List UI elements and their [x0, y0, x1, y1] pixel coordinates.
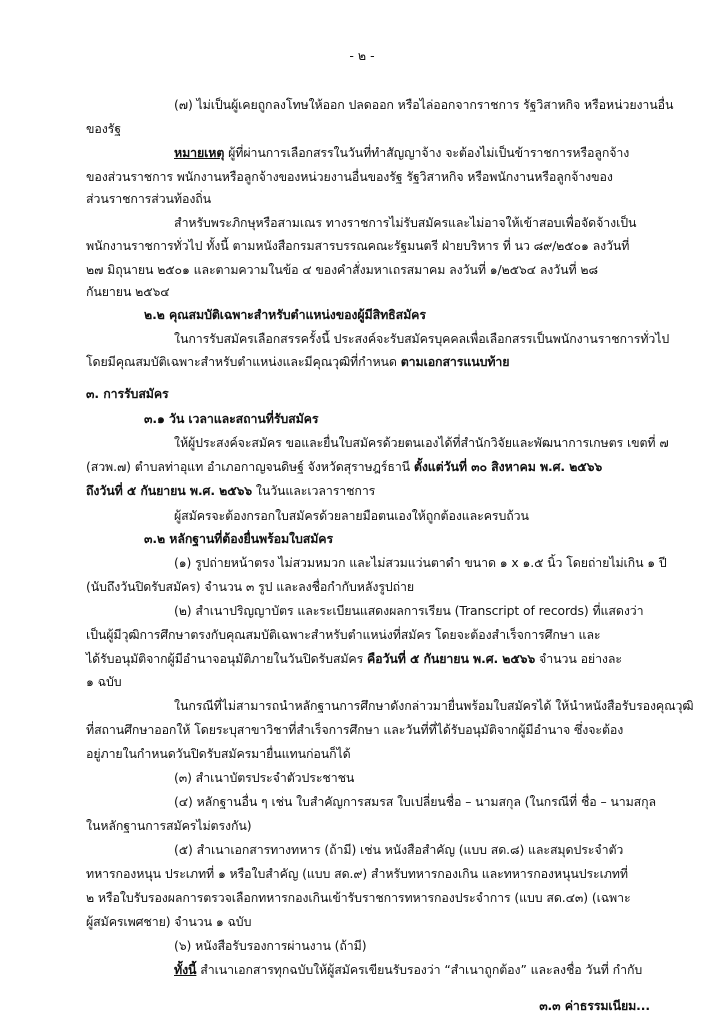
line-12-text: โดยมีคุณสมบัติเฉพาะสำหรับตำแหน่งและมีคุณวุฒิที่กำหนด [86, 354, 401, 369]
line-7: พนักงานราชการทั่วไป ทั้งนี้ ตามหนังสือกรมสารบรรณคณะรัฐมนตรี ฝ่ายบริหาร ที่ นว ๘๙/๒๕๐๑ ลงวันที่ [86, 238, 630, 253]
line-16-bold: ตั้งแต่วันที่ ๓๐ สิงหาคม พ.ศ. ๒๕๖๖ [413, 459, 603, 474]
line-17-bold: ถึงวันที่ ๕ กันยายน พ.ศ. ๒๕๖๖ [86, 483, 253, 498]
line-22: (๒) สำเนาปริญญาบัตร และระเบียนแสดงผลการเรียน (Transcript of records) ที่แสดงว่า [174, 603, 644, 618]
section-3-heading: ๓. การรับสมัคร [86, 386, 169, 401]
line-28: อยู่ภายในกำหนดวันปิดรับสมัครมายื่นแทนก่อนก็ได้ [86, 746, 351, 761]
line-36: (๖) หนังสือรับรองการผ่านงาน (ถ้ามี) [174, 938, 367, 953]
line-25: ๑ ฉบับ [86, 674, 122, 689]
line-12 [86, 353, 509, 371]
line-4: ของส่วนราชการ พนักงานหรือลูกจ้างของหน่วยงานอื่นของรัฐ รัฐวิสาหกิจ หรือพนักงานหรือลูกจ้างของ [86, 169, 613, 184]
section-3-1-heading: ๓.๑ วัน เวลาและสถานที่รับสมัคร [144, 411, 319, 426]
line-21: (นับถึงวันปิดรับสมัคร) จำนวน ๓ รูป และลงชื่อกำกับหลังรูปถ่าย [86, 579, 415, 594]
line-20: (๑) รูปถ่ายหน้าตรง ไม่สวมหมวก และไม่สวมแว่นตาดำ ขนาด ๑ x ๑.๕ นิ้ว โดยถ่ายไม่เกิน ๑ ปี [174, 555, 667, 570]
line-23: เป็นผู้มีวุฒิการศึกษาตรงกับคุณสมบัติเฉพาะสำหรับตำแหน่งที่สมัคร โดยจะต้องสำเร็จการศึกษา และ [86, 627, 601, 642]
line-9: กันยายน ๒๕๖๔ [86, 284, 170, 299]
line-12-bold: ตามเอกสารแนบท้าย [400, 354, 510, 369]
line-18: ผู้สมัครจะต้องกรอกใบสมัครด้วยลายมือตนเองให้ถูกต้องและครบถ้วน [174, 508, 529, 523]
note-text: ผู้ที่ผ่านการเลือกสรรในวันที่ทำสัญญาจ้าง จะต้องไม่เป็นข้าราชการหรือลูกจ้าง [224, 145, 630, 160]
line-34: ๒ หรือใบรับรองผลการตรวจเลือกทหารกองเกินเข้ารับราชการทหารกองประจำการ (แบบ สด.๔๓) (เฉพาะ [86, 890, 631, 905]
line-26: ในกรณีที่ไม่สามารถนำหลักฐานการศึกษาดังกล่าวมายื่นพร้อมใบสมัครได้ ให้นำหนังสือรับรองคุณวุฒิ [174, 698, 694, 713]
next-page-continuation: ๓.๓ ค่าธรรมเนียม... [539, 998, 650, 1013]
line-31: ในหลักฐานการสมัครไม่ตรงกัน) [86, 818, 252, 833]
line-24 [86, 650, 622, 668]
line-30: (๔) หลักฐานอื่น ๆ เช่น ใบสำคัญการสมรส ใบเปลี่ยนชื่อ – นามสกุล (ในกรณีที่ ชื่อ – นามสกุล [174, 794, 657, 809]
line-5: ส่วนราชการส่วนท้องถิ่น [86, 191, 212, 206]
line-8: ๒๗ มิถุนายน ๒๕๐๑ และตามความในข้อ ๔ ของคำสั่งมหาเถรสมาคม ลงวันที่ ๑/๒๕๖๔ ลงวันที่ ๒๘ [86, 262, 598, 277]
line-16 [86, 458, 602, 476]
section-3-2-heading: ๓.๒ หลักฐานที่ต้องยื่นพร้อมใบสมัคร [144, 531, 334, 546]
line-2: ของรัฐ [86, 121, 121, 136]
line-1: (๗) ไม่เป็นผู้เคยถูกลงโทษให้ออก ปลดออก หรือไล่ออกจากราชการ รัฐวิสาหกิจ หรือหน่วยงานอื่น [174, 97, 674, 112]
line-32: (๕) สำเนาเอกสารทางทหาร (ถ้ามี) เช่น หนังสือสำคัญ (แบบ สด.๘) และสมุดประจำตัว [174, 842, 624, 857]
line-11: ในการรับสมัครเลือกสรรครั้งนี้ ประสงค์จะรับสมัครบุคคลเพื่อเลือกสรรเป็นพนักงานราชการทั่วไป [174, 331, 670, 346]
line-6: สำหรับพระภิกษุหรือสามเณร ทางราชการไม่รับสมัครและไม่อาจให้เข้าสอบเพื่อจัดจ้างเป็น [174, 215, 637, 230]
line-15: ให้ผู้ประสงค์จะสมัคร ขอและยื่นใบสมัครด้วยตนเองได้ที่สำนักวิจัยและพัฒนาการเกษตร เขตที่ ๗ [174, 435, 669, 450]
line-24-bold: คือวันที่ ๕ กันยายน พ.ศ. ๒๕๖๖ [366, 651, 536, 666]
line-3 [174, 144, 629, 162]
section-2-2-heading: ๒.๒ คุณสมบัติเฉพาะสำหรับตำแหน่งของผู้มีสิทธิสมัคร [144, 307, 426, 322]
line-33: ทหารกองหนุน ประเภทที่ ๑ หรือใบสำคัญ (แบบ สด.๙) สำหรับทหารกองเกิน และทหารกองหนุนประเภทที่ [86, 866, 628, 881]
line-29: (๓) สำเนาบัตรประจำตัวประชาชน [174, 770, 355, 785]
page-number: - ๒ - [349, 48, 375, 63]
line-17-text: ในวันและเวลาราชการ [252, 483, 376, 498]
line-24-tail: จำนวน อย่างละ [535, 651, 622, 666]
line-37 [174, 961, 642, 979]
note-label-2: ทั้งนี้ [174, 962, 197, 977]
line-35: ผู้สมัครเพศชาย) จำนวน ๑ ฉบับ [86, 914, 252, 929]
line-24-text: ได้รับอนุมัติจากผู้มีอำนาจอนุมัติภายในวันปิดรับสมัคร [86, 651, 367, 666]
note-label: หมายเหตุ [174, 145, 225, 160]
line-16-text: (สวพ.๗) ตำบลท่าอุแท อำเภอกาญจนดิษฐ์ จังหวัดสุราษฎร์ธานี [86, 459, 414, 474]
line-27: ที่สถานศึกษาออกให้ โดยระบุสาขาวิชาที่สำเร็จการศึกษา และวันที่ที่ได้รับอนุมัติจากผู้มีอำนาจ ซึ่งจะต้อง [86, 722, 624, 737]
line-17 [86, 482, 375, 500]
line-37-text: สำเนาเอกสารทุกฉบับให้ผู้สมัครเขียนรับรองว่า “สำเนาถูกต้อง” และลงชื่อ วันที่ กำกับ [196, 962, 643, 977]
